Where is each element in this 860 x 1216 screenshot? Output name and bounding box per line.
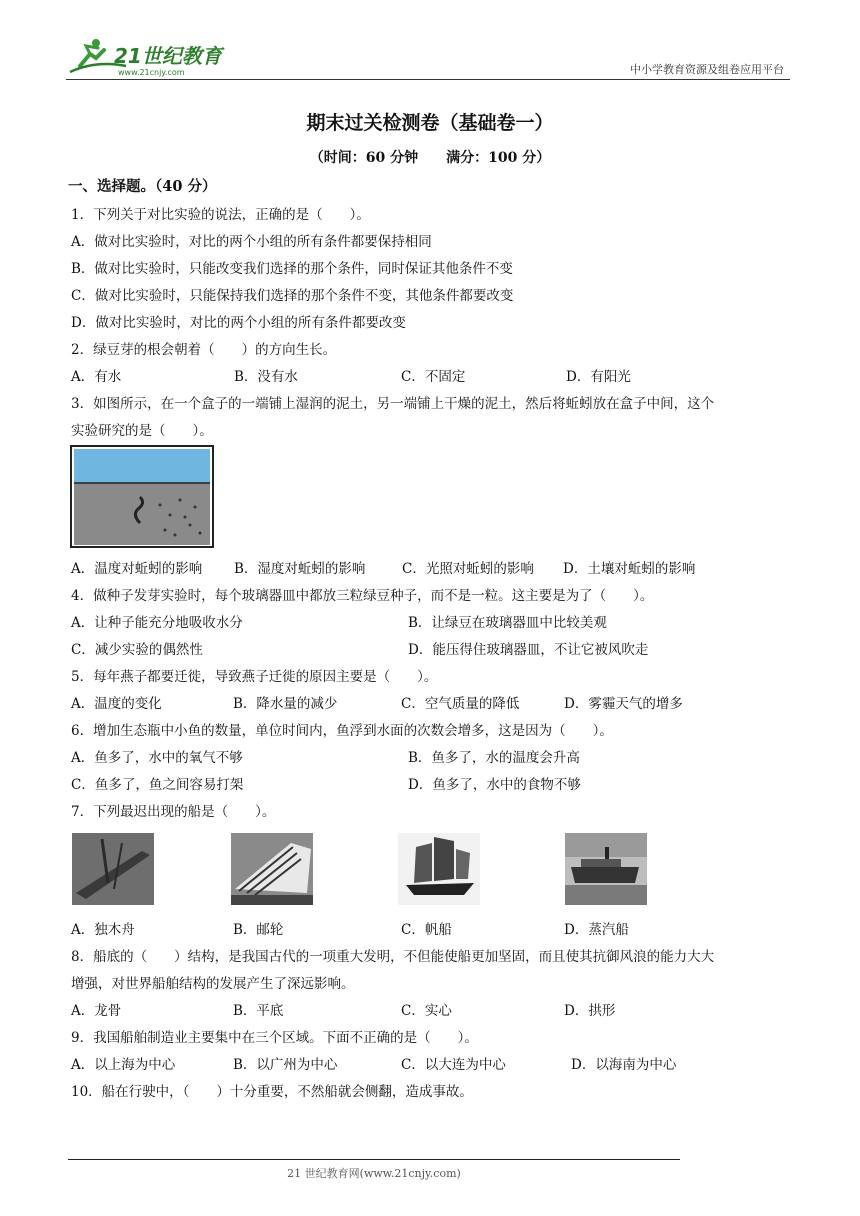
option: B．以广州为中心 [233, 1057, 338, 1073]
logo-url: www.21cnjy.com [118, 68, 185, 77]
option: A．温度对蚯蚓的影响 [71, 561, 203, 577]
option: C．光照对蚯蚓的影响 [402, 561, 534, 577]
question-stem: 8．船底的（ ）结构，是我国古代的一项重大发明，不但能使船更加坚固，而且使其抗御风浪的能力大大 [71, 949, 715, 965]
option: C．以大连为中心 [401, 1057, 506, 1073]
option: A．做对比实验时，对比的两个小组的所有条件都要保持相同 [71, 234, 432, 250]
footer-text: 21 世纪教育网(www.21cnjy.com) [287, 1167, 461, 1180]
option: A．独木舟 [71, 922, 135, 938]
option: B．让绿豆在玻璃器皿中比较美观 [408, 615, 607, 631]
cruise-ship-image [231, 833, 313, 905]
page-title: 期末过关检测卷（基础卷一） [306, 112, 554, 134]
footer-divider [68, 1159, 680, 1160]
option: D．拱形 [564, 1003, 616, 1019]
option: D．能压得住玻璃器皿，不让它被风吹走 [408, 642, 649, 658]
option: D．做对比实验时，对比的两个小组的所有条件都要改变 [71, 315, 406, 331]
question-stem: 5．每年燕子都要迁徙，导致燕子迁徙的原因主要是（ ）。 [71, 669, 438, 685]
platform-label: 中小学教育资源及组卷应用平台 [630, 63, 784, 76]
site-logo [66, 36, 236, 80]
option: A．有水 [71, 369, 122, 385]
option: B．平底 [233, 1003, 284, 1019]
option: B．邮轮 [233, 922, 284, 938]
question-stem: 增强，对世界船舶结构的发展产生了深远影响。 [71, 976, 355, 992]
option: C．鱼多了，鱼之间容易打架 [71, 777, 244, 793]
option: D．有阳光 [566, 369, 631, 385]
option: C．帆船 [401, 922, 452, 938]
option: A．温度的变化 [71, 696, 162, 712]
option: A．鱼多了，水中的氧气不够 [71, 750, 243, 766]
option: D．雾霾天气的增多 [564, 696, 683, 712]
option: A．以上海为中心 [71, 1057, 176, 1073]
logo-text: 21世纪教育 [114, 44, 222, 68]
steamboat-image [565, 833, 647, 905]
question-stem: 2．绿豆芽的根会朝着（ ）的方向生长。 [71, 342, 337, 358]
option: C．实心 [401, 1003, 452, 1019]
question-stem: 9．我国船舶制造业主要集中在三个区域。下面不正确的是（ ）。 [71, 1030, 478, 1046]
option: D．以海南为中心 [571, 1057, 677, 1073]
earthworm-box-image [70, 445, 214, 548]
option: A．让种子能充分地吸收水分 [71, 615, 243, 631]
question-stem: 7．下列最迟出现的船是（ ）。 [71, 804, 276, 820]
option: C．做对比实验时，只能保持我们选择的那个条件不变，其他条件都要改变 [71, 288, 514, 304]
option: C．空气质量的降低 [401, 696, 520, 712]
question-stem: 6．增加生态瓶中小鱼的数量，单位时间内，鱼浮到水面的次数会增多，这是因为（ ）。 [71, 723, 613, 739]
option: B．鱼多了，水的温度会升高 [408, 750, 580, 766]
option: C．减少实验的偶然性 [71, 642, 203, 658]
question-stem: 3．如图所示，在一个盒子的一端铺上湿润的泥土，另一端铺上干燥的泥土，然后将蚯蚓放在盒子中间，这个 [71, 396, 715, 412]
option: B．降水量的减少 [233, 696, 338, 712]
option: D．鱼多了，水中的食物不够 [408, 777, 581, 793]
option: D．蒸汽船 [564, 922, 629, 938]
option: A．龙骨 [71, 1003, 122, 1019]
question-stem: 10．船在行驶中，（ ）十分重要，不然船就会侧翻，造成事故。 [71, 1084, 473, 1100]
option: C．不固定 [401, 369, 466, 385]
question-stem: 1．下列关于对比实验的说法，正确的是（ ）。 [71, 207, 370, 223]
option: B．没有水 [234, 369, 298, 385]
question-stem: 实验研究的是（ ）。 [71, 423, 213, 439]
sailboat-image [398, 833, 480, 905]
page-subtitle: （时间：60 分钟 满分：100 分） [309, 150, 551, 166]
question-stem: 4．做种子发芽实验时，每个玻璃器皿中都放三粒绿豆种子，而不是一粒。这主要是为了（ ）。 [71, 588, 654, 604]
canoe-image [72, 833, 154, 905]
header-divider [66, 79, 790, 80]
section-heading: 一、选择题。（40 分） [68, 178, 217, 195]
option: D．土壤对蚯蚓的影响 [563, 561, 696, 577]
option: B．湿度对蚯蚓的影响 [234, 561, 366, 577]
option: B．做对比实验时，只能改变我们选择的那个条件，同时保证其他条件不变 [71, 261, 513, 277]
